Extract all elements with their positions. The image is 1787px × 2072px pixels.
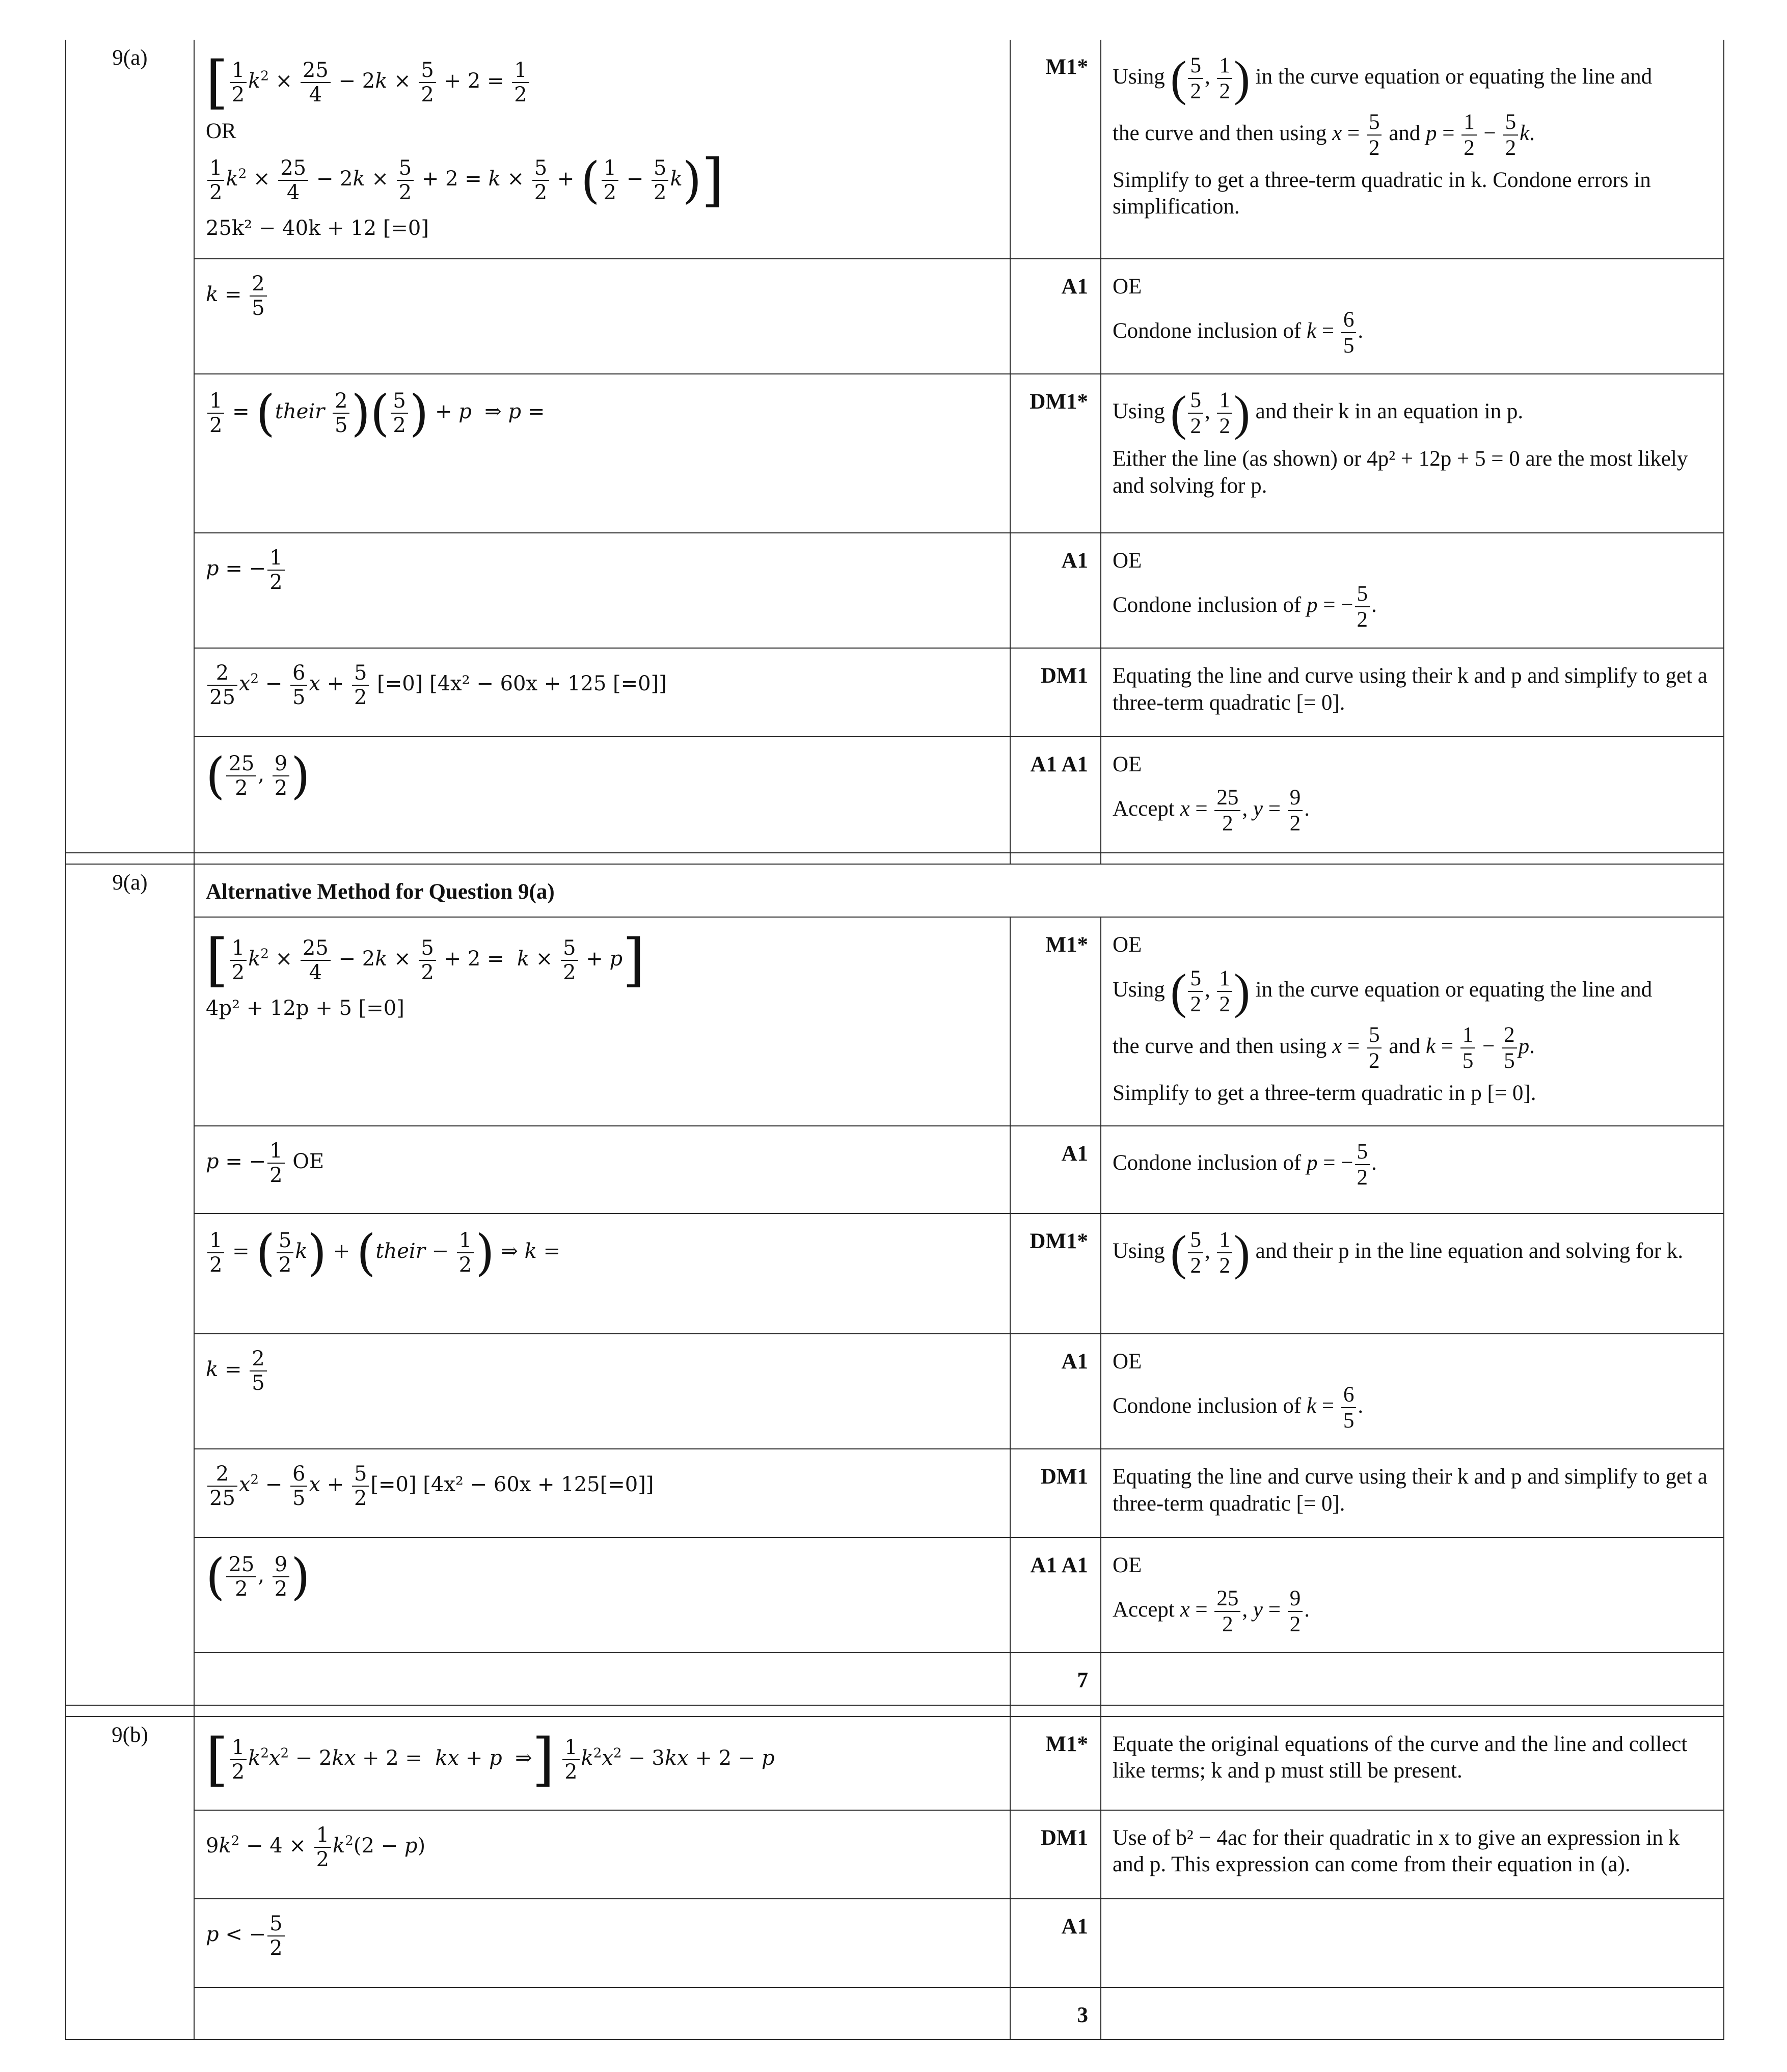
table-row: [66, 1334, 1724, 1449]
guidance-cell: Using ( $\frac{5}{2}$ , $\frac{1}{2}$ ) and their p in the line equation and solving for k.: [1101, 1214, 1724, 1334]
mark-code: M1*: [1010, 1716, 1101, 1810]
guidance-cell: Using ( $\frac{5}{2}$ , $\frac{1}{2}$ ) in the curve equation or equating the line and the curve and then using x = $\frac{5}{2}$ and p = $\frac{1}{2}$ − $\frac{5}{2}$ k. Simplify to get a three-term quadratic in k. Condone errors in simplification.: [1101, 40, 1724, 259]
answer-cell: p = − $\frac{1}{2}$ OE: [194, 1126, 1010, 1214]
mark-code: A1: [1010, 1334, 1101, 1449]
guidance-cell: OE Condone inclusion of k = $\frac{6}{5}$ .: [1101, 1334, 1724, 1449]
guidance-text: and their k in an equation in p.: [1255, 399, 1524, 424]
answer-cell: p < − $\frac{5}{2}$: [194, 1899, 1010, 1987]
section-separator: [66, 853, 1724, 864]
answer-cell: ( $\frac{25}{2}$ , $\frac{9}{2}$ ): [194, 737, 1010, 853]
table-row: [66, 1653, 1724, 1705]
total-marks: 7: [1010, 1653, 1101, 1705]
guidance-text: the curve and then using: [1113, 121, 1327, 145]
table-row: [66, 1810, 1724, 1899]
guidance-text: Condone inclusion of: [1113, 1151, 1302, 1175]
answer-cell: $9k^2 - 4$ × $\frac{1}{2}$ $k^2(2 - p)$: [194, 1810, 1010, 1899]
table-row: [66, 1899, 1724, 1987]
mark-scheme-table: [65, 40, 1724, 2040]
guidance-text: OE: [1113, 1350, 1142, 1374]
answer-cell: [194, 40, 1010, 259]
answer-cell: $\frac{2}{25}$ $x^2$ − $\frac{6}{5}$ x + $\frac{5}{2}$ [=0] [4x² − 60x + 125 [=0]]: [194, 648, 1010, 737]
guidance-cell: [1101, 1653, 1724, 1705]
answer-cell: [194, 1987, 1010, 2039]
question-number: 9(b): [66, 1716, 194, 2039]
guidance-cell: Use of b² − 4ac for their quadratic in x to give an expression in k and p. This expression can come from their equation in (a).: [1101, 1810, 1724, 1899]
table-row: [66, 648, 1724, 737]
answer-cell: k = $\frac{2}{5}$: [194, 1334, 1010, 1449]
mark-code: DM1: [1010, 1449, 1101, 1538]
guidance-text: OE: [1113, 752, 1142, 777]
table-row: [66, 1716, 1724, 1810]
guidance-text: in the curve equation or equating the line and: [1255, 977, 1653, 1002]
answer-suffix: OE: [292, 1150, 324, 1174]
table-row: [66, 533, 1724, 648]
table-row: [66, 1987, 1724, 2039]
answer-equation: $\frac{1}{2}$ $k^2$ × $\frac{25}{4}$ − 2k × $\frac{5}{2}$ + 2 = k × $\frac{5}{2}$ + ( $\frac{1}{2}$ − $\frac{5}{2}$ k)]: [206, 152, 998, 209]
guidance-cell: Equating the line and curve using their k and p and simplify to get a three-term quadratic [= 0].: [1101, 648, 1724, 737]
answer-equation: 25k² − 40k + 12 [=0]: [206, 217, 429, 240]
guidance-text: Simplify to get a three-term quadratic in p [= 0].: [1113, 1081, 1536, 1105]
guidance-text: and: [1389, 121, 1421, 145]
total-marks: 3: [1010, 1987, 1101, 2039]
mark-code: A1: [1010, 533, 1101, 648]
answer-cell: $\frac{1}{2}$ = ( $\frac{5}{2}$ k) + (their − $\frac{1}{2}$ ) ⇒ k =: [194, 1214, 1010, 1334]
guidance-cell: [1101, 1899, 1724, 1987]
guidance-cell: OE Condone inclusion of p = − $\frac{5}{2}$ .: [1101, 533, 1724, 648]
guidance-text: Either the line (as shown) or 4p² + 12p + 5 = 0 are the most likely and solving for p.: [1113, 447, 1688, 498]
guidance-text: OE: [1113, 933, 1142, 957]
guidance-text: Condone inclusion of: [1113, 318, 1302, 343]
table-row: [66, 1449, 1724, 1538]
guidance-text: and their p in the line equation and solving for k.: [1255, 1239, 1684, 1263]
guidance-text: OE: [1113, 1553, 1142, 1578]
answer-cell: $\frac{1}{2}$ = (their $\frac{2}{5}$ )( $\frac{5}{2}$ ) + p ⇒ p =: [194, 374, 1010, 533]
answer-equation: [ $\frac{1}{2}$ $k^2$ × $\frac{25}{4}$ − 2k × $\frac{5}{2}$ + 2 = k × $\frac{5}{2}$ + p]: [206, 927, 645, 994]
guidance-cell: [1101, 1987, 1724, 2039]
mark-code: A1 A1: [1010, 1538, 1101, 1653]
table-row: [66, 40, 1724, 259]
answer-cell: p = − $\frac{1}{2}$: [194, 533, 1010, 648]
answer-cell: $\frac{2}{25}$ $x^2$ − $\frac{6}{5}$ x + $\frac{5}{2}$ [=0] [4x² − 60x + 125[=0]]: [194, 1449, 1010, 1538]
guidance-text: Accept: [1113, 1597, 1175, 1622]
answer-cell: k = $\frac{2}{5}$: [194, 259, 1010, 374]
answer-cell: ( $\frac{25}{2}$ , $\frac{9}{2}$ ): [194, 1538, 1010, 1653]
answer-or: OR: [206, 119, 236, 143]
guidance-cell: OE Accept x = $\frac{25}{2}$ , y = $\frac{9}{2}$ .: [1101, 1538, 1724, 1653]
answer-equation: [=0] [4x² − 60x + 125 [=0]]: [377, 672, 667, 696]
question-number: 9(a): [66, 864, 194, 1705]
mark-code: DM1: [1010, 1810, 1101, 1899]
mark-code: M1*: [1010, 40, 1101, 259]
table-row: [66, 1126, 1724, 1214]
mark-code: A1: [1010, 1126, 1101, 1214]
table-row: [66, 864, 1724, 917]
guidance-cell: OE Using ( $\frac{5}{2}$ , $\frac{1}{2}$ ) in the curve equation or equating the line and the curve and then using x = $\frac{5}{2}$ and k = $\frac{1}{5}$ − $\frac{2}{5}$ p. Simplify to get a three-term quadratic in p [= 0].: [1101, 917, 1724, 1126]
mark-code: DM1*: [1010, 374, 1101, 533]
answer-cell: [194, 917, 1010, 1126]
guidance-text: and: [1389, 1034, 1421, 1058]
question-number: 9(a): [66, 40, 194, 853]
guidance-text: the curve and then using: [1113, 1034, 1327, 1058]
table-row: [66, 1214, 1724, 1334]
answer-equation: [=0] [4x² − 60x + 125[=0]]: [370, 1473, 654, 1497]
mark-code: DM1: [1010, 648, 1101, 737]
guidance-text: OE: [1113, 549, 1142, 573]
table-row: [66, 259, 1724, 374]
section-separator: [66, 1705, 1724, 1716]
guidance-text: in the curve equation or equating the line and: [1255, 64, 1653, 89]
mark-code: A1: [1010, 1899, 1101, 1987]
table-row: [66, 737, 1724, 853]
guidance-text: Accept: [1113, 796, 1175, 821]
guidance-cell: OE Condone inclusion of k = $\frac{6}{5}$ .: [1101, 259, 1724, 374]
mark-code: DM1*: [1010, 1214, 1101, 1334]
table-row: [66, 374, 1724, 533]
answer-cell: [194, 1653, 1010, 1705]
answer-cell: [ $\frac{1}{2}$ $k^2x^2 - 2kx + 2$ = kx + p ⇒] $\frac{1}{2}$ $k^2x^2 - 3kx + 2 - p$: [194, 1716, 1010, 1810]
guidance-cell: Equating the line and curve using their k and p and simplify to get a three-term quadratic [= 0].: [1101, 1449, 1724, 1538]
table-row: [66, 917, 1724, 1126]
guidance-text: Condone inclusion of: [1113, 593, 1302, 617]
guidance-text: Condone inclusion of: [1113, 1393, 1302, 1418]
answer-equation: 4p² + 12p + 5 [=0]: [206, 997, 404, 1020]
guidance-cell: OE Accept x = $\frac{25}{2}$ , y = $\frac{9}{2}$ .: [1101, 737, 1724, 853]
answer-equation: [ $\frac{1}{2}$ $k^2$ × $\frac{25}{4}$ − 2k × $\frac{5}{2}$ + 2 = $\frac{1}{2}$: [206, 54, 998, 111]
guidance-text: Simplify to get a three-term quadratic in k. Condone errors in simplification.: [1113, 168, 1651, 219]
guidance-cell: Condone inclusion of p = − $\frac{5}{2}$ .: [1101, 1126, 1724, 1214]
guidance-text: OE: [1113, 275, 1142, 299]
mark-code: M1*: [1010, 917, 1101, 1126]
table-row: [66, 1538, 1724, 1653]
guidance-cell: Using ( $\frac{5}{2}$ , $\frac{1}{2}$ ) and their k in an equation in p. Either the line (as shown) or 4p² + 12p + 5 = 0 are the most likely and solving for p.: [1101, 374, 1724, 533]
guidance-cell: Equate the original equations of the curve and the line and collect like terms; k and p must still be present.: [1101, 1716, 1724, 1810]
alternative-method-title: Alternative Method for Question 9(a): [194, 864, 1724, 917]
mark-code: A1 A1: [1010, 737, 1101, 853]
mark-code: A1: [1010, 259, 1101, 374]
